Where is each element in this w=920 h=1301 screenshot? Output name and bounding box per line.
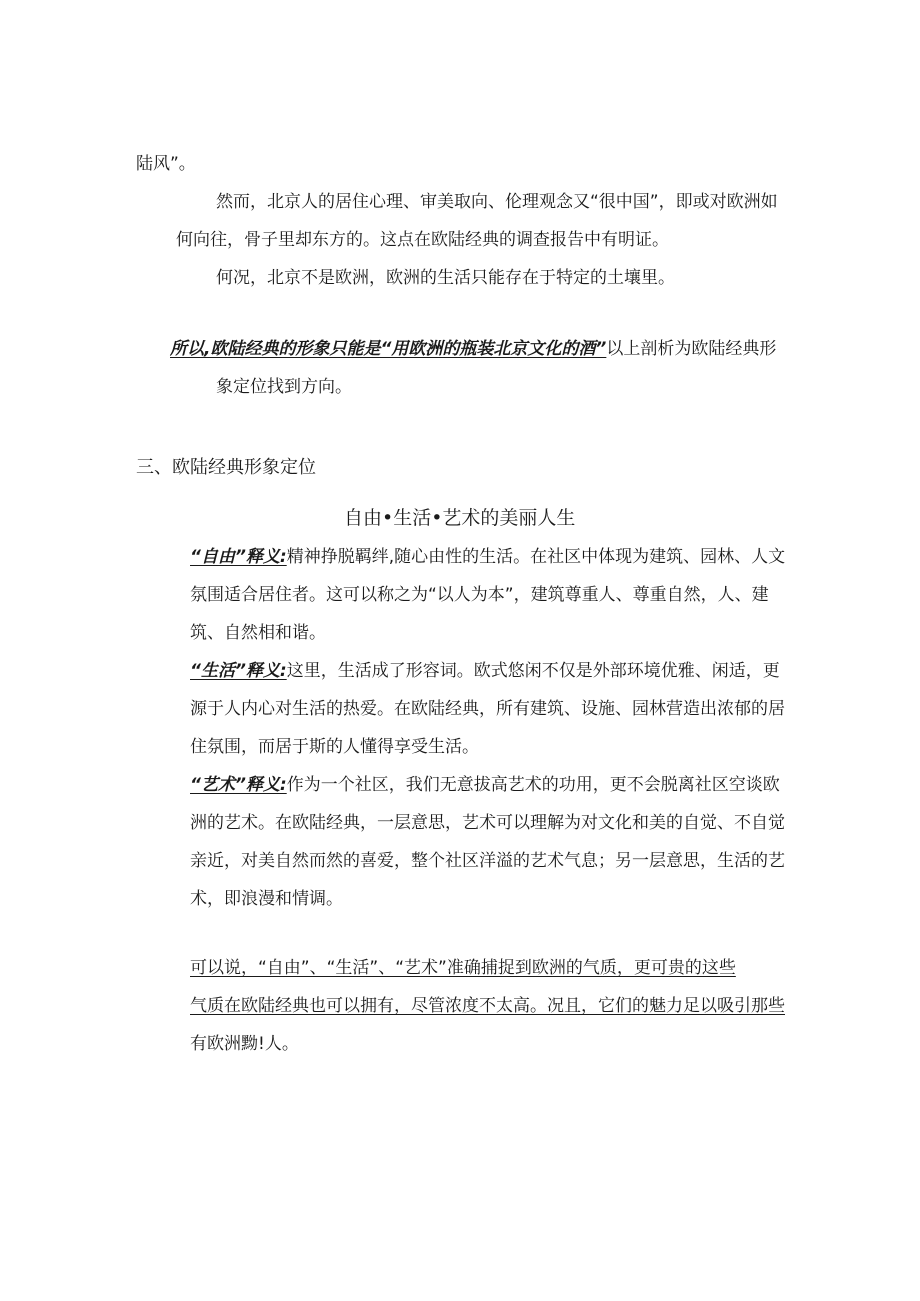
definition-life-text: 这里，生活成了形容词。欧式悠闲不仅是外部环境优雅、闲适，更 xyxy=(286,661,780,681)
section-heading: 三、欧陆经典形象定位 xyxy=(136,457,316,478)
definition-freedom-line-1 xyxy=(190,545,785,569)
definition-freedom-term: “自由”释义: xyxy=(190,547,287,567)
intro-line-1: 陆风”。 xyxy=(136,154,196,174)
conclusion-line-1 xyxy=(170,337,776,361)
definition-freedom-line-3: 筑、自然相和谐。 xyxy=(190,623,326,643)
definition-freedom-line-2: 氛围适合居住者。这可以称之为“以人为本”，建筑尊重人、尊重自然，人、建 xyxy=(190,585,769,605)
intro-paragraph-1-line-2: 何向往，骨子里却东方的。这点在欧陆经典的调查报告中有明证。 xyxy=(176,230,669,250)
summary-line-2: 气质在欧陆经典也可以拥有，尽管浓度不太高。况且，它们的魅力足以吸引那些 xyxy=(190,996,785,1016)
definition-art-line-4: 术，即浪漫和情调。 xyxy=(190,889,343,909)
summary-line-1: 可以说，“自由”、“生活”、“艺术”准确捕捉到欧洲的气质，更可贵的这些 xyxy=(190,958,736,978)
conclusion-rest: 以上剖析为欧陆经典形 xyxy=(606,339,777,359)
definition-art-text: 作为一个社区，我们无意拔高艺术的功用，更不会脱离社区空谈欧 xyxy=(286,775,780,795)
intro-paragraph-1-line-1: 然而，北京人的居住心理、审美取向、伦理观念又“很中国”，即或对欧洲如 xyxy=(216,192,778,212)
definition-life-line-1 xyxy=(190,659,780,683)
definition-life-line-3: 住氛围，而居于斯的人懂得享受生活。 xyxy=(190,737,479,757)
definition-freedom-text: 精神挣脱羁绊,随心由性的生活。在社区中体现为建筑、园林、人文 xyxy=(286,547,786,567)
definition-art-line-2: 洲的艺术。在欧陆经典，一层意思，艺术可以理解为对文化和美的自觉、不自觉 xyxy=(190,813,785,833)
definition-life-term: “生活”释义: xyxy=(190,661,287,681)
definition-life-line-2: 源于人内心对生活的热爱。在欧陆经典，所有建筑、设施、园林营造出浓郁的居 xyxy=(190,699,785,719)
conclusion-emphasis: 所以,欧陆经典的形象只能是“用欧洲的瓶装北京文化的酒” xyxy=(170,339,607,359)
definition-art-line-1 xyxy=(190,773,780,797)
intro-paragraph-2: 何况，北京不是欧洲，欧洲的生活只能存在于特定的土壤里。 xyxy=(216,268,675,288)
conclusion-line-2: 象定位找到方向。 xyxy=(216,377,352,397)
definition-art-line-3: 亲近，对美自然而然的喜爱，整个社区洋溢的艺术气息；另一层意思，生活的艺 xyxy=(190,851,785,871)
section-subtitle: 自由•生活•艺术的美丽人生 xyxy=(344,507,576,529)
summary-line-3: 有欧洲黝!人。 xyxy=(190,1034,299,1054)
definition-art-term: “艺术”释义: xyxy=(190,775,287,795)
